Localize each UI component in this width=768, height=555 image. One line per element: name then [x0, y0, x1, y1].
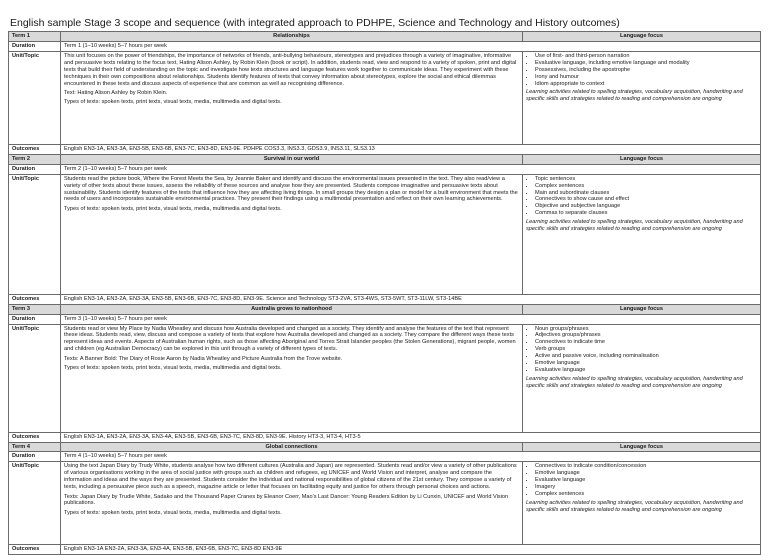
unit-texts: Text: Hating Alison Ashley by Robin Klein. — [64, 89, 168, 96]
language-focus-list — [526, 53, 757, 88]
unit-title: Relationships — [61, 32, 523, 42]
unit-text-types: Types of texts: spoken texts, print texts, visual texts, media, multimedia and digital texts. — [64, 365, 282, 372]
duration-label: Duration — [9, 41, 61, 51]
unit-description-cell — [61, 324, 523, 432]
language-focus-heading: Language focus — [523, 304, 761, 314]
language-focus-item: • Evaluative language — [535, 367, 757, 374]
duration-row — [9, 314, 761, 324]
unit-text-types: Types of texts: spoken texts, print texts, visual texts, media, multimedia and digital texts. — [64, 99, 282, 106]
language-focus-item: • Verb groups — [535, 346, 757, 353]
language-focus-item: • Commas to separate clauses — [535, 210, 757, 217]
outcomes-label: Outcomes — [9, 545, 61, 555]
language-focus-item: • Irony and humour — [535, 74, 757, 81]
language-focus-item: • Emotive language — [535, 360, 757, 367]
language-focus-item: • Topic sentences — [535, 176, 757, 183]
unit-topic-label: Unit/Topic — [9, 51, 61, 144]
outcomes-label: Outcomes — [9, 144, 61, 154]
unit-description-cell — [61, 462, 523, 545]
language-focus-item: • Complex sentences — [535, 491, 757, 498]
outcomes-value: English EN3-1A, EN3-2A, EN3-3A, EN3-4A, EN3-5B, EN3-6B, EN3-7C, EN3-8D, EN3-9E. History HT3-3, HT3-4, HT3-5 — [61, 432, 761, 442]
language-focus-item: • Main and subordinate clauses — [535, 190, 757, 197]
unit-topic-label: Unit/Topic — [9, 324, 61, 432]
language-focus-item: • Objective and subjective language — [535, 203, 757, 210]
ongoing-activities-note: Learning activities related to spelling strategies, vocabulary acquisition, handwriting and specific skills and strategies related to reading and comprehension are ongoing — [526, 89, 743, 103]
unit-description: Students read the picture book, Where the Forest Meets the Sea, by Jeannie Baker and identify and discuss the environmental issues presented in the text. They also read/view a variety of other texts about these issues, assess the reliability of these sources and analyse how they are presented. Students compose imaginative and persuasive texts about sustainability. Students identify features of the texts that influence how they are affecting living things. In small groups they design a plan or model for a built environment that meets the needs of users and incorporates sustainable environmental practices. They present their findings using a multimodal presentation and reflect on their own learning achievements. — [64, 175, 518, 203]
unit-topic-row — [9, 462, 761, 545]
language-focus-item: • Possessives, including the apostrophe — [535, 67, 757, 74]
language-focus-item: • Idiom appropriate to context — [535, 81, 757, 88]
language-focus-list — [526, 326, 757, 374]
unit-title: Australia grows to nationhood — [61, 304, 523, 314]
duration-row — [9, 452, 761, 462]
language-focus-item: • Imagery — [535, 484, 757, 491]
unit-topic-label: Unit/Topic — [9, 462, 61, 545]
language-focus-item: • Use of first- and third-person narration — [535, 53, 757, 60]
outcomes-value: English EN3-1A, EN3-2A, EN3-3A, EN3-5B, EN3-6B, EN3-7C, EN3-8D, EN3-9E. Science and Technology ST3-2VA, ST3-4WS, ST3-5WT, ST3-11LW, ST3-14BE — [61, 294, 761, 304]
language-focus-item: • Noun groups/phrases — [535, 326, 757, 333]
language-focus-cell — [523, 324, 761, 432]
outcomes-label: Outcomes — [9, 294, 61, 304]
ongoing-activities-note: Learning activities related to spelling strategies, vocabulary acquisition, handwriting and specific skills and strategies related to reading and comprehension are ongoing — [526, 499, 743, 513]
language-focus-list — [526, 463, 757, 498]
language-focus-cell — [523, 51, 761, 144]
ongoing-activities-note: Learning activities related to spelling strategies, vocabulary acquisition, handwriting and specific skills and strategies related to reading and comprehension are ongoing — [526, 219, 743, 233]
unit-description-cell — [61, 51, 523, 144]
outcomes-row — [9, 432, 761, 442]
unit-texts: Texts: Japan Diary by Trudie White, Sadako and the Thousand Paper Cranes by Eleanor Coerr, Mao's Last Dancer: Young Readers Edition by Li Cunxin, UNICEF and World Vision publications. — [64, 493, 509, 507]
ongoing-activities-note: Learning activities related to spelling strategies, vocabulary acquisition, handwriting and specific skills and strategies related to reading and comprehension are ongoing — [526, 375, 743, 389]
language-focus-item: • Emotive language — [535, 470, 757, 477]
unit-text-types: Types of texts: spoken texts, print texts, visual texts, media, multimedia and digital texts. — [64, 205, 282, 212]
unit-description: This unit focuses on the power of friendships, the importance of networks of friends, anti-bullying behaviours, stereotypes and prejudices through a variety of imaginative, informative and persuasive texts relating to the focus text, Hating Alison Ashley, by Robin Klein (book or script). In addition, students read, view and respond to a variety of spoken, print and digital texts that build their field of understanding on the topic and investigate how texts structures and language features work together to communicate ideas. They experiment with these techniques in their own compositions about relationships. Students identify features of texts that convey information about stereotypes, explore the social and ethical dilemmas encountered in these texts and discuss aspects of experience that are common as well as recognising difference. — [64, 52, 517, 87]
outcomes-row — [9, 545, 761, 555]
language-focus-item: • Connectives to indicate time — [535, 339, 757, 346]
outcomes-label: Outcomes — [9, 432, 61, 442]
language-focus-item: • Adjectives groups/phrases — [535, 332, 757, 339]
unit-texts: Texts: A Banner Bold: The Diary of Rosie Aaron by Nadia Wheatley and Picture Australia from the Trove website. — [64, 355, 343, 362]
duration-value: Term 4 (1–10 weeks) 5–7 hours per week — [61, 452, 761, 462]
unit-description-cell — [61, 174, 523, 294]
duration-value: Term 2 (1–10 weeks) 5–7 hours per week — [61, 164, 761, 174]
language-focus-item: • Connectives to indicate condition/concession — [535, 463, 757, 470]
term-header-row — [9, 304, 761, 314]
language-focus-heading: Language focus — [523, 442, 761, 452]
language-focus-cell — [523, 462, 761, 545]
term-label: Term 4 — [9, 442, 61, 452]
unit-description: Using the text Japan Diary by Trudy White, students analyse how two different cultures (Australia and Japan) are represented. Students read and/or view a variety of other publications of various organisations working in the area of social justice with groups such as children and refugees, eg UNICEF and World Vision and interpret, analyse and compare the information and ideas and the ways they are presented. Students consider the individual and national responsibilities of global citizens of the 21st century. They compose a variety of texts, including a persuasive piece such as a speech, magazine article or letter that focuses on facilitating equity and justice for others through personal choices and actions. — [64, 463, 517, 491]
term-header-row — [9, 154, 761, 164]
outcomes-value: English EN3-1A, EN3-3A, EN3-5B, EN3-6B, EN3-7C, EN3-8D, EN3-9E. PDHPE COS3.3, INS3.3, GDS3.9, INS3.11, SLS3.13 — [61, 144, 761, 154]
language-focus-heading: Language focus — [523, 154, 761, 164]
unit-topic-row — [9, 51, 761, 144]
term-label: Term 2 — [9, 154, 61, 164]
language-focus-item: • Evaluative language — [535, 477, 757, 484]
duration-label: Duration — [9, 452, 61, 462]
outcomes-value: English EN3-1A EN3-2A, EN3-3A, EN3-4A, EN3-5B, EN3-6B, EN3-7C, EN3-8D EN3-9E — [61, 545, 761, 555]
outcomes-row — [9, 294, 761, 304]
unit-title: Survival in our world — [61, 154, 523, 164]
unit-title: Global connections — [61, 442, 523, 452]
duration-row — [9, 164, 761, 174]
duration-label: Duration — [9, 164, 61, 174]
duration-row — [9, 41, 761, 51]
duration-value: Term 1 (1–10 weeks) 5–7 hours per week — [61, 41, 761, 51]
term-header-row — [9, 442, 761, 452]
unit-description: Students read or view My Place by Nadia Wheatley and discuss how Australia developed and changed as a society. They identify and analyse the features of the text that represent these ideas. Students read, view, discuss and compose a variety of texts that explore how Australia developed and changed as a society. They compare the different ways these texts represent ideas and events. Aspects of Australian human rights, such as those affecting Aboriginal and Torres Strait Islander peoples (the Stolen Generations), migrant people, women and children (eg Australian Democracy) can be explored in this unit through a variety of different types of texts. — [64, 325, 516, 353]
unit-topic-label: Unit/Topic — [9, 174, 61, 294]
outcomes-row — [9, 144, 761, 154]
language-focus-heading: Language focus — [523, 32, 761, 42]
language-focus-list — [526, 176, 757, 218]
language-focus-item: • Evaluative language, including emotive language and modality — [535, 60, 757, 67]
language-focus-cell — [523, 174, 761, 294]
language-focus-item: • Connectives to show cause and effect — [535, 196, 757, 203]
term-header-row — [9, 32, 761, 42]
duration-label: Duration — [9, 314, 61, 324]
scope-sequence-table — [8, 31, 761, 555]
duration-value: Term 3 (1–10 weeks) 5–7 hours per week — [61, 314, 761, 324]
page-title: English sample Stage 3 scope and sequence (with integrated approach to PDHPE, Science and Technology and History outcomes) — [10, 17, 620, 29]
term-label: Term 1 — [9, 32, 61, 42]
language-focus-item: • Active and passive voice, including nominalisation — [535, 353, 757, 360]
term-label: Term 3 — [9, 304, 61, 314]
unit-text-types: Types of texts: spoken texts, print texts, visual texts, media, multimedia and digital texts. — [64, 509, 282, 516]
language-focus-item: • Complex sentences — [535, 183, 757, 190]
unit-topic-row — [9, 174, 761, 294]
unit-topic-row — [9, 324, 761, 432]
